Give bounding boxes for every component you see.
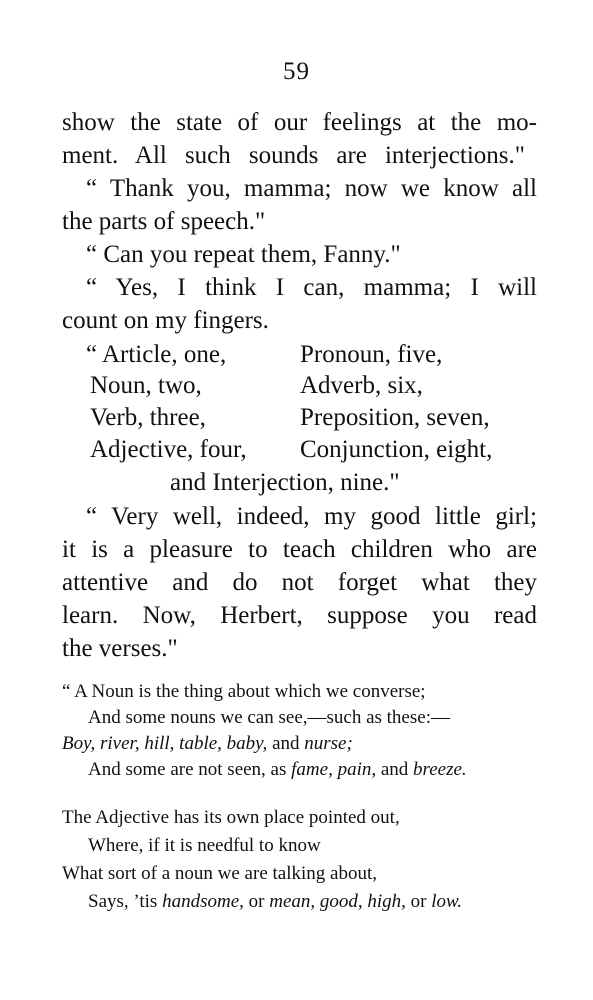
text-line: the verses." <box>62 635 178 662</box>
list-item: and Interjection, nine." <box>170 469 400 496</box>
list-item: Pronoun, five, <box>300 341 443 368</box>
list-item: “ Article, one, <box>86 341 227 368</box>
verse-line: Where, if it is needful to know <box>88 835 321 856</box>
text-line: ment. All such sounds are interjections." <box>62 142 525 169</box>
list-item: Verb, three, <box>90 404 206 431</box>
list-item: Preposition, seven, <box>300 404 490 431</box>
text-line: count on my fingers. <box>62 307 269 334</box>
verse-line: And some nouns we can see,—such as these:— <box>88 707 450 728</box>
list-item: Adjective, four, <box>90 436 247 463</box>
text-line: the parts of speech." <box>62 208 266 235</box>
text-line: learn. Now, Herbert, suppose you read <box>62 602 537 629</box>
verse-line: “ A Noun is the thing about which we converse; <box>62 681 426 702</box>
verse-line: What sort of a noun we are talking about, <box>62 863 377 884</box>
text-line: “ Yes, I think I can, mamma; I will <box>86 274 537 301</box>
text-line: “ Very well, indeed, my good little girl; <box>86 503 537 530</box>
text-line: “ Thank you, mamma; now we know all <box>86 175 537 202</box>
page-number: 59 <box>283 58 310 85</box>
list-item: Conjunction, eight, <box>300 436 493 463</box>
verse-line: Says, ’tis handsome, or mean, good, high, or low. <box>88 891 463 912</box>
text-line: show the state of our feelings at the mo- <box>62 109 537 136</box>
text-line: it is a pleasure to teach children who are <box>62 536 537 563</box>
list-item: Noun, two, <box>90 372 202 399</box>
text-line: attentive and do not forget what they <box>62 569 537 596</box>
verse-line: Boy, river, hill, table, baby, and nurse; <box>62 733 353 754</box>
verse-line: The Adjective has its own place pointed out, <box>62 807 400 828</box>
text-line: “ Can you repeat them, Fanny." <box>86 241 401 268</box>
list-item: Adverb, six, <box>300 372 423 399</box>
verse-line: And some are not seen, as fame, pain, and breeze. <box>88 759 467 780</box>
